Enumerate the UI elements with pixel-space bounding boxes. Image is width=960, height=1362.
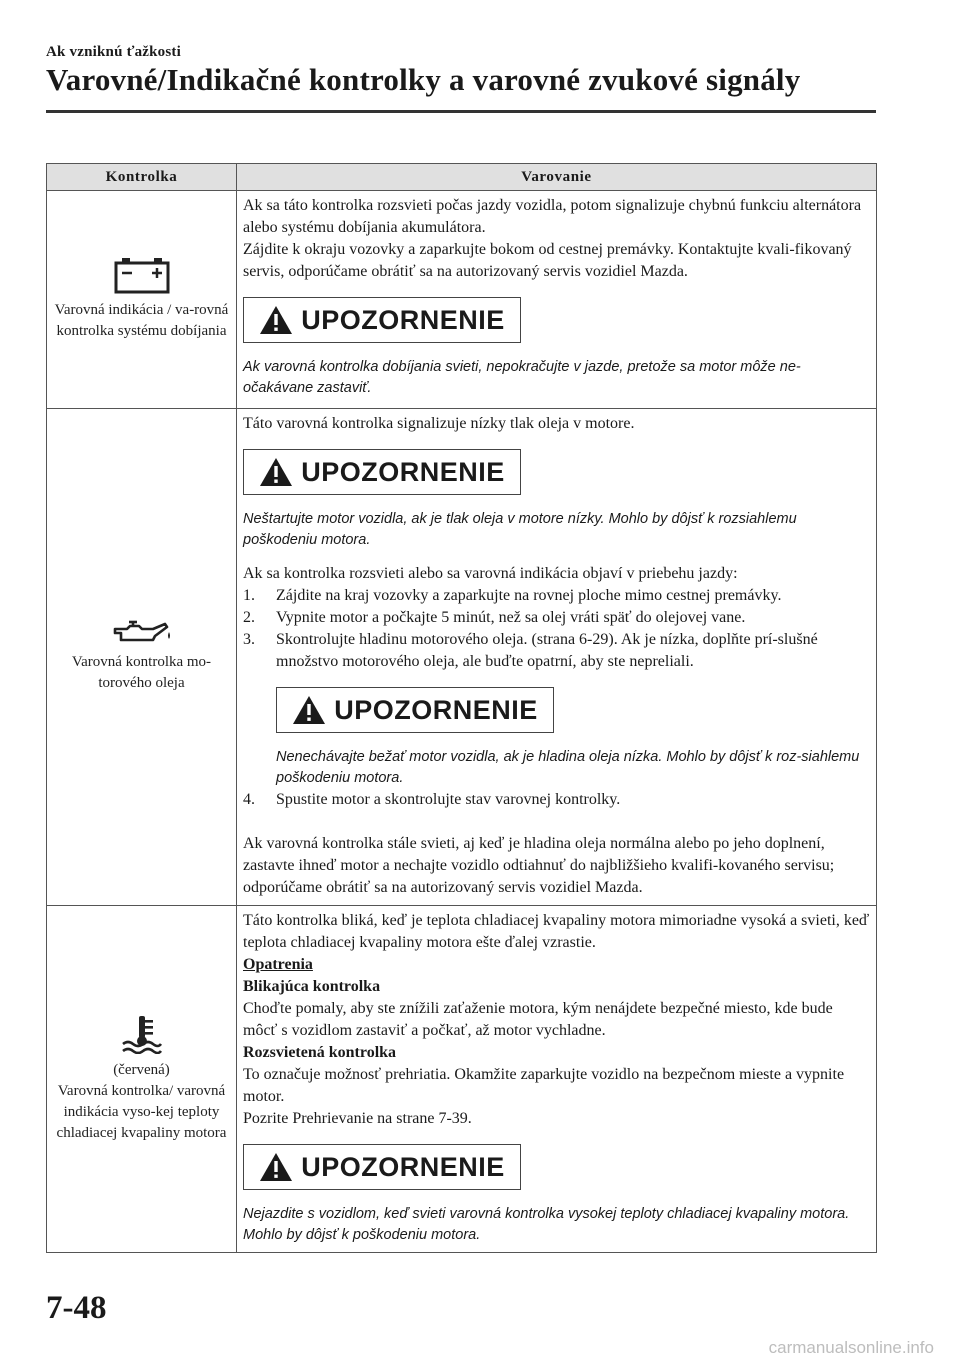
warning-triangle-icon	[292, 695, 326, 725]
warning-triangle-icon	[259, 457, 293, 487]
title-rule	[46, 110, 876, 113]
description-text: Ak sa táto kontrolka rozsvieti počas jazdy vozidla, potom signalizuje chybnú funkciu alternátora alebo systému dobíjania akumulátora.	[243, 197, 862, 236]
caution-label: UPOZORNENIE	[301, 457, 505, 487]
warning-lights-table	[46, 163, 877, 1253]
list-item: 1. Zájdite na kraj vozovky a zaparkujte na rovnej ploche mimo cestnej premávky.	[243, 587, 782, 604]
column-header-indicator: Kontrolka	[47, 164, 237, 191]
instruction-text: Zájdite k okraju vozovky a zaparkujte bokom od cestnej premávky. Kontaktujte kvali-fikovaný servis, odporúčame obrátiť sa na autorizovaný servis vozidiel Mazda.	[243, 241, 852, 280]
watermark: carmanualsonline.info	[768, 1338, 934, 1357]
caution-box	[243, 449, 521, 495]
indicator-cell	[47, 409, 237, 906]
caution-box	[276, 687, 554, 733]
intro-text: Ak sa kontrolka rozsvieti alebo sa varovná indikácia objaví v priebehu jazdy:	[243, 565, 738, 582]
caution-box	[243, 297, 521, 343]
coolant-temperature-icon	[120, 1014, 164, 1054]
warning-cell	[237, 409, 877, 906]
caution-text: Nejazdite s vozidlom, keď svieti varovná kontrolka vysokej teploty chladiacej kvapaliny motora. Mohlo by dôjsť k poškodeniu motora.	[243, 1206, 850, 1243]
table-row	[47, 409, 877, 906]
caution-text: Neštartujte motor vozidla, ak je tlak oleja v motore nízky. Mohlo by dôjsť k rozsiahlemu poškodeniu motora.	[243, 511, 797, 548]
closing-text: Ak varovná kontrolka stále svieti, aj keď je hladina oleja normálna alebo po jeho doplnení, zastavte ihneď motor a nechajte vozidlo odtiahnuť do najbližšieho kvalifi-kovaného servisu; odporúčame obrátiť sa na autorizovaný servis vozidiel Mazda.	[243, 835, 835, 896]
reference-text: Pozrite Prehrievanie na strane 7-39.	[243, 1110, 472, 1127]
indicator-name: Varovná kontrolka mo-torového oleja	[71, 654, 212, 691]
list-item: 3. Skontrolujte hladinu motorového oleja. (strana 6-29). Ak je nízka, doplňte prí-slušné množstvo motorového oleja, ale buďte opatrní, aby ste nepreliali.	[243, 631, 818, 670]
battery-icon	[113, 258, 171, 294]
caution-label: UPOZORNENIE	[334, 695, 538, 725]
indicator-cell	[47, 191, 237, 409]
lit-heading: Rozsvietená kontrolka	[243, 1044, 397, 1061]
description-text: Táto varovná kontrolka signalizuje nízky tlak oleja v motore.	[243, 415, 635, 432]
steps-list	[243, 789, 870, 811]
caution-text: Ak varovná kontrolka dobíjania svieti, nepokračujte v jazde, pretože sa motor môže ne-očakávane zastaviť.	[243, 359, 801, 396]
table-row	[47, 191, 877, 409]
caution-label: UPOZORNENIE	[301, 305, 505, 335]
page-title: Varovné/Indikačné kontrolky a varovné zvukové signály	[46, 62, 801, 97]
list-item: 4. Spustite motor a skontrolujte stav varovnej kontrolky.	[243, 791, 621, 808]
indicator-name: Varovná kontrolka/ varovná indikácia vyso-kej teploty chladiacej kvapaliny motora	[56, 1083, 227, 1141]
caution-text: Nenechávajte bežať motor vozidla, ak je hladina oleja nízka. Mohlo by dôjsť k roz-siahlemu poškodeniu motora.	[276, 749, 860, 786]
oil-can-icon	[109, 620, 175, 646]
warning-triangle-icon	[259, 1152, 293, 1182]
caution-label: UPOZORNENIE	[301, 1152, 505, 1182]
warning-cell	[237, 906, 877, 1253]
warning-triangle-icon	[259, 305, 293, 335]
indicator-color-note: (červená)	[113, 1062, 170, 1078]
lit-text: To označuje možnosť prehriatia. Okamžite zaparkujte vozidlo na bezpečnom mieste a vypnite motor.	[243, 1066, 845, 1105]
step-caution	[276, 687, 870, 789]
warning-cell	[237, 191, 877, 409]
measures-heading: Opatrenia	[243, 956, 313, 973]
blinking-heading: Blikajúca kontrolka	[243, 978, 381, 995]
list-item: 2. Vypnite motor a počkajte 5 minút, než sa olej vráti späť do olejovej vane.	[243, 609, 746, 626]
steps-list	[243, 585, 870, 673]
caution-box	[243, 1144, 521, 1190]
column-header-warning: Varovanie	[237, 164, 877, 191]
table-row	[47, 906, 877, 1253]
blinking-text: Choďte pomaly, aby ste znížili zaťaženie motora, kým nenájdete bezpečné miesto, kde bude môcť s vozidlom zastaviť a počkať, až motor vychladne.	[243, 1000, 833, 1039]
table-header-row	[47, 164, 877, 191]
description-text: Táto kontrolka bliká, keď je teplota chladiacej kvapaliny motora mimoriadne vysoká a svieti, keď teplota chladiacej kvapaliny motora ešte ďalej vzrastie.	[243, 912, 870, 951]
indicator-name: Varovná indikácia / va-rovná kontrolka systému dobíjania	[54, 301, 229, 339]
page-number: 7-48	[46, 1290, 107, 1326]
section-label: Ak vzniknú ťažkosti	[46, 44, 181, 60]
indicator-cell	[47, 906, 237, 1253]
